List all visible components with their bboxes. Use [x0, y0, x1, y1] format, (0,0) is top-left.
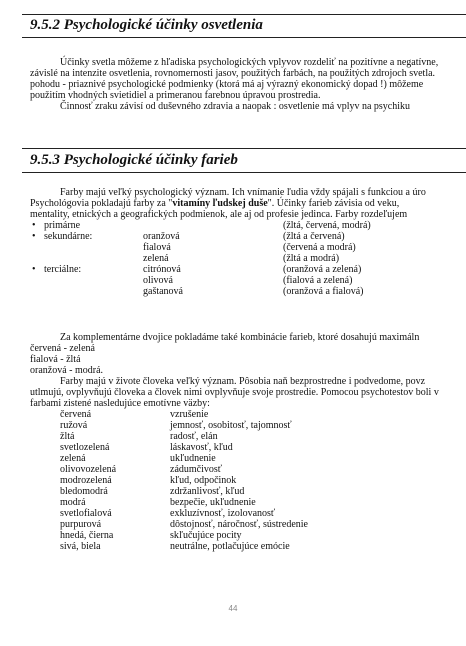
- paragraph-line: farbami zistené nasledujúce emotívne väzby:: [30, 398, 210, 409]
- class-mix: (žltá, červená, modrá): [283, 220, 371, 231]
- paragraph-line: Farby majú v živote človeka veľký význam. Pôsobia naň bezprostredne i podvedome, povz: [60, 376, 426, 387]
- class-color: olivová: [143, 275, 173, 286]
- effect-description: neutrálne, potlačujúce emócie: [170, 541, 290, 552]
- effect-color: svetlofialová: [60, 508, 112, 519]
- effect-description: zdržanlivosť, kľud: [170, 486, 245, 497]
- bullet: •: [32, 231, 36, 242]
- paragraph-line: Za komplementárne dvojice pokladáme také kombinácie farieb, ktoré dosahujú maximáln: [60, 332, 420, 343]
- effect-description: dôstojnosť, náročnosť, sústredenie: [170, 519, 308, 530]
- effect-color: červená: [60, 409, 92, 420]
- paragraph-line: utlmujú, ovplyvňujú človeka a človek nimi ovplyvňuje svoje prostredie. Pomocou psychotestov boli v: [30, 387, 439, 398]
- effect-description: zádumčivosť: [170, 464, 223, 475]
- bold-phrase: vitamíny ľudskej duše: [172, 198, 268, 209]
- effect-color: purpurová: [60, 519, 102, 530]
- section-heading-osvetlenie: 9.5.2 Psychologické účinky osvetlenia: [30, 17, 263, 33]
- effect-description: skľučujúce pocity: [170, 530, 242, 541]
- class-name: terciálne:: [44, 264, 82, 275]
- effect-description: radosť, elán: [170, 431, 218, 442]
- effect-description: ukľudnenie: [170, 453, 216, 464]
- class-color: zelená: [143, 253, 169, 264]
- effect-description: láskavosť, kľud: [170, 442, 233, 453]
- effect-color: svetlozelená: [60, 442, 110, 453]
- complementary-pair: fialová - žltá: [30, 354, 81, 365]
- effect-description: exkluzívnosť, izolovanosť: [170, 508, 276, 519]
- class-color: citrónová: [143, 264, 181, 275]
- effect-color: olivovozelená: [60, 464, 117, 475]
- paragraph-line: mentality, etnických a geografických podmienok, ale aj od profesie jedinca. Farby rozdeľujem: [30, 209, 408, 220]
- effect-color: ružová: [60, 420, 88, 431]
- class-name: sekundárne:: [44, 231, 93, 242]
- heading-bottom-rule: [22, 37, 466, 38]
- class-mix: (fialová a zelená): [283, 275, 353, 286]
- class-color: oranžová: [143, 231, 180, 242]
- paragraph-line: Psychológovia pokladajú farby za "vitamíny ľudskej duše". Účinky farieb závisia od veku,: [30, 198, 400, 209]
- effect-description: kľud, odpočinok: [170, 475, 237, 486]
- heading-top-rule: [22, 148, 466, 149]
- paragraph-line: Účinky svetla môžeme z hľadiska psychologických vplyvov rozdeliť na pozitívne a negatívne,: [60, 57, 439, 68]
- class-mix: (žltá a červená): [283, 231, 345, 242]
- class-mix: (červená a modrá): [283, 242, 356, 253]
- effect-color: hnedá, čierna: [60, 530, 114, 541]
- heading-bottom-rule: [22, 172, 466, 173]
- bullet: •: [32, 220, 36, 231]
- effect-color: modrozelená: [60, 475, 112, 486]
- paragraph-line: pohodu - priaznivé psychologické podmienky (ktorá má aj výrazný ekonomický dopad !) môžeme: [30, 79, 424, 90]
- class-color: fialová: [143, 242, 171, 253]
- paragraph-line: Farby majú veľký psychologický význam. Ich vnímanie ľudia vždy spájali s funkciou a úro: [60, 187, 426, 198]
- class-mix: (žltá a modrá): [283, 253, 340, 264]
- paragraph-line: použitím vhodných svietidiel a primeranou farebnou úpravou prostredia.: [30, 90, 321, 101]
- class-mix: (oranžová a zelená): [283, 264, 362, 275]
- paragraph-line: Činnosť zraku závisí od duševného zdravia a naopak : osvetlenie má vplyv na psychiku: [60, 101, 411, 112]
- bullet: •: [32, 264, 36, 275]
- class-mix: (oranžová a fialová): [283, 286, 364, 297]
- effect-description: jemnosť, osobitosť, tajomnosť: [170, 420, 292, 431]
- effect-description: vzrušenie: [170, 409, 209, 420]
- paragraph-line: závislé na intenzite osvetlenia, rovnomernosti jasov, použitých farbách, na použitých zdrojoch svetla.: [30, 68, 436, 79]
- class-color: gaštanová: [143, 286, 183, 297]
- effect-color: sivá, biela: [60, 541, 101, 552]
- complementary-pair: oranžová - modrá.: [30, 365, 104, 376]
- effect-color: zelená: [60, 453, 86, 464]
- complementary-pair: červená - zelená: [30, 343, 95, 354]
- effect-description: bezpečie, ukľudnenie: [170, 497, 256, 508]
- class-name: primárne: [44, 220, 81, 231]
- page-number: 44: [228, 604, 238, 613]
- section-heading-farby: 9.5.3 Psychologické účinky farieb: [30, 152, 238, 168]
- effect-color: modrá: [60, 497, 86, 508]
- effect-color: bledomodrá: [60, 486, 108, 497]
- heading-top-rule: [22, 14, 466, 15]
- effect-color: žltá: [60, 431, 75, 442]
